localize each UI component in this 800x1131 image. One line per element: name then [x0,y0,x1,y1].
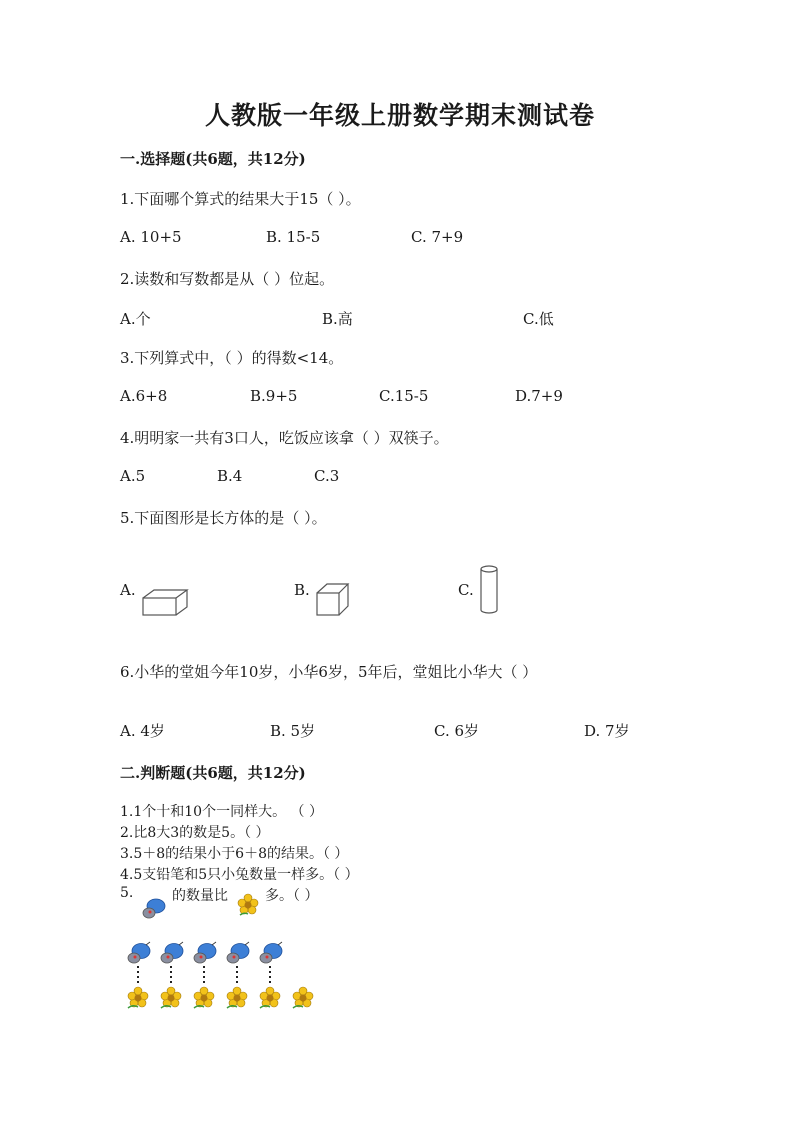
question-4-option-c: C.3 [314,467,340,485]
question-1-option-c: C. 7+9 [411,228,464,246]
question-4-option-b: B.4 [217,467,243,485]
question-5-option-a: A. [120,581,136,599]
butterfly-icon [161,942,183,963]
flower-icon [128,987,148,1008]
butterfly-icon [194,942,216,963]
question-1-option-b: B. 15-5 [266,228,321,246]
butterfly-icon [128,942,150,963]
cuboid-icon [142,588,188,618]
section-heading-choice: 一.选择题(共6题，共12分) [120,150,306,168]
question-5-option-c: C. [458,581,474,599]
butterfly-icon [227,942,249,963]
question-6-option-a: A. 4岁 [120,722,165,740]
judge-item-3: 3.5＋8的结果小于6＋8的结果。（ ） [120,846,349,862]
question-2-stem: 2.读数和写数都是从（ ）位起。 [120,270,335,288]
question-2-option-b: B.高 [322,310,353,328]
flower-icon [161,987,181,1008]
flower-icon [293,987,313,1008]
flower-icon [194,987,214,1008]
cylinder-icon [479,565,499,615]
question-5-option-b: B. [294,581,310,599]
judge-item-2: 2.比8大3的数是5。（ ） [120,825,270,841]
judge-item-5-suffix: 多。（ ） [265,888,319,904]
question-4-stem: 4.明明家一共有3口人，吃饭应该拿（ ）双筷子。 [120,429,449,447]
butterfly-icon [141,898,167,920]
question-3-option-b: B.9+5 [250,387,298,405]
question-6-option-c: C. 6岁 [434,722,480,740]
question-6-option-d: D. 7岁 [584,722,630,740]
judge-item-5-prefix: 5. [120,885,134,901]
question-5-stem: 5.下面图形是长方体的是（ ）。 [120,509,327,527]
question-3-stem: 3.下列算式中，（ ）的得数<14。 [120,349,344,367]
question-6-option-b: B. 5岁 [270,722,316,740]
flower-icon [236,893,260,917]
question-2-option-a: A.个 [120,310,151,328]
question-6-stem: 6.小华的堂姐今年10岁，小华6岁，5年后，堂姐比小华大（ ） [120,663,538,681]
question-4-option-a: A.5 [120,467,146,485]
question-3-option-a: A.6+8 [120,387,168,405]
question-2-option-c: C.低 [523,310,554,328]
butterfly-icon [260,942,282,963]
flower-icon [227,987,247,1008]
matching-lines [138,966,270,984]
flower-icon [260,987,280,1008]
judge-item-1: 1.1个十和10个一同样大。 （ ） [120,804,323,820]
section-heading-judge: 二.判断题(共6题，共12分) [120,764,306,782]
question-1-stem: 1.下面哪个算式的结果大于15（ ）。 [120,190,361,208]
matching-picture [124,940,324,1015]
judge-item-5-middle: 的数量比 [172,888,228,904]
question-3-option-d: D.7+9 [515,387,563,405]
question-3-option-c: C.15-5 [379,387,429,405]
question-1-option-a: A. 10+5 [120,228,182,246]
judge-item-4: 4.5支铅笔和5只小兔数量一样多。（ ） [120,867,359,883]
page-title: 人教版一年级上册数学期末测试卷 [204,101,595,130]
cube-icon [316,583,350,617]
